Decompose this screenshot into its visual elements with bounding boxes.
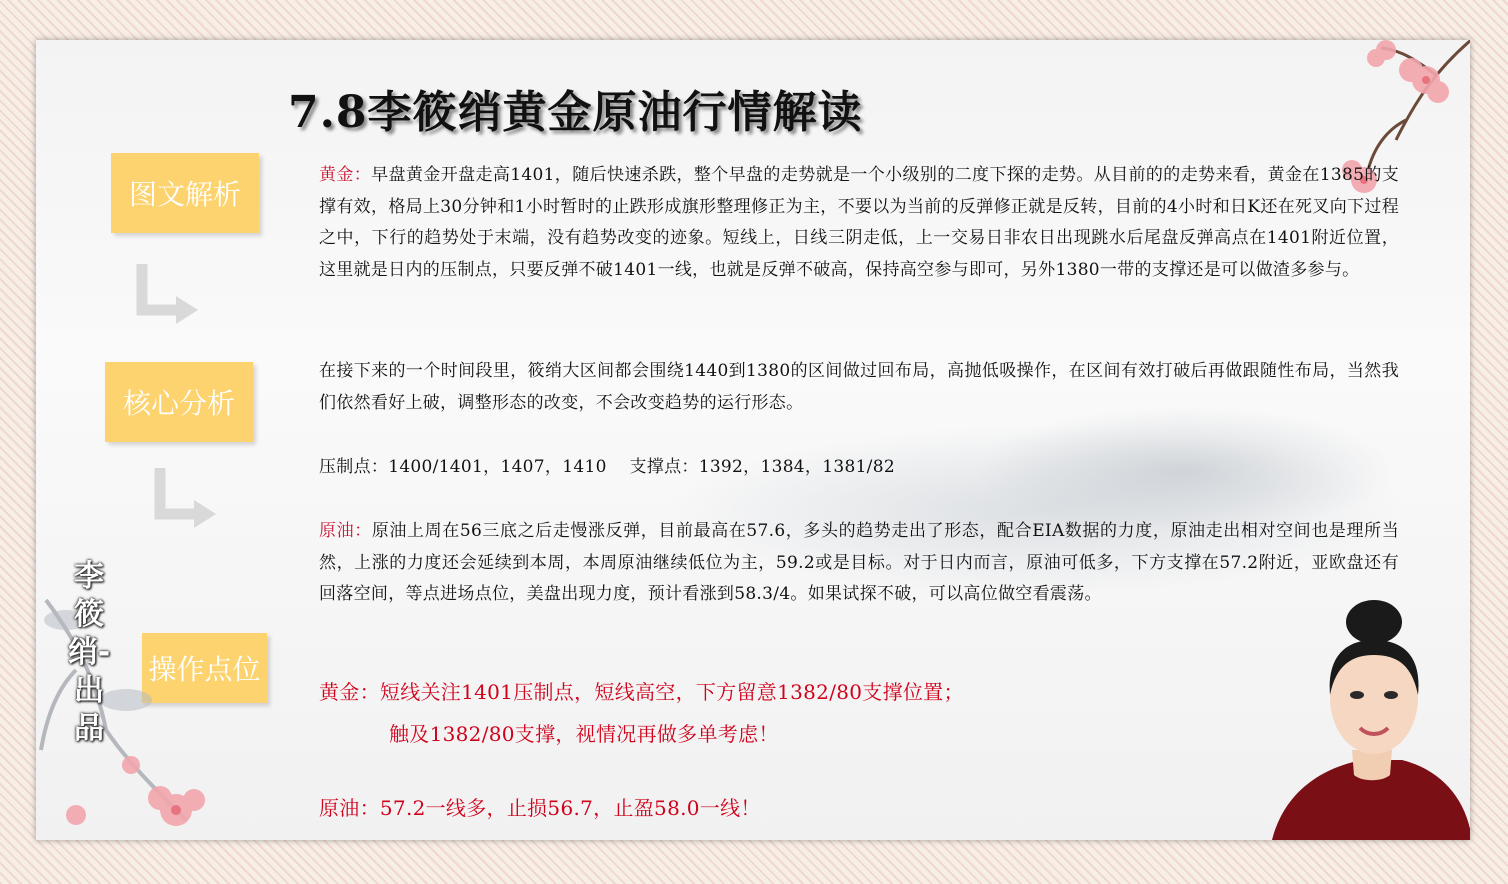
gold-analysis — [319, 160, 1399, 286]
key-levels: 压制点：1400/1401，1407，1410 支撑点：1392，1384，1381/82 — [319, 457, 895, 477]
corner-arrow-icon — [136, 264, 200, 328]
ops-oil-line: 原油：57.2一线多，止损56.7，止盈58.0一线！ — [319, 796, 761, 820]
oil-analysis — [319, 516, 1399, 611]
sidebar-item-chart-analysis[interactable]: 图文解析 — [111, 153, 259, 233]
oil-analysis-text: 原油上周在56三底之后走慢涨反弹，目前最高在57.6，多头的趋势走出了形态，配合EIA数据的力度，原油走出相对空间也是理所当然，上涨的力度还会延续到本周，本周原油继续低位为主，59.2或是目标。对于日内而言，原油可低多，下方支撑在57.2附近，亚欧盘还有回落空间，等点进场点位，美盘出现力度，预计看涨到58.3/4。如果试探不破，可以高位做空看震荡。 — [319, 521, 1399, 604]
corner-arrow-icon — [154, 468, 218, 532]
page-title: 7.8李筱绡黄金原油行情解读 — [288, 87, 863, 138]
sidebar-item-operation-points[interactable]: 操作点位 — [142, 633, 267, 703]
ops-gold-line-2: 触及1382/80支撑，视情况再做多单考虑！ — [389, 722, 779, 746]
sidebar-item-core-analysis[interactable]: 核心分析 — [105, 362, 253, 442]
range-strategy: 在接下来的一个时间段里，筱绡大区间都会围绕1440到1380的区间做过回布局，高抛低吸操作，在区间有效打破后再做跟随性布局，当然我们依然看好上破，调整形态的改变，不会改变趋势的运行形态。 — [319, 361, 1399, 413]
ops-gold-line-1: 黄金：短线关注1401压制点，短线高空，下方留意1382/80支撑位置； — [319, 680, 964, 704]
portrait-icon — [1272, 600, 1470, 840]
content-card — [36, 40, 1470, 840]
oil-label: 原油： — [319, 521, 372, 541]
gold-label: 黄金： — [319, 165, 372, 185]
author-signature: 李筱绡-出品 — [67, 559, 111, 746]
gold-analysis-text: 早盘黄金开盘走高1401，随后快速杀跌，整个早盘的走势就是一个小级别的二度下探的走势。从目前的的走势来看，黄金在1385的支撑有效，格局上30分钟和1小时暂时的止跌形成旗形整理修正为主，不要以为当前的反弹修正就是反转，目前的4小时和日K还在死叉向下过程之中，下行的趋势处于末端，没有趋势改变的迹象。短线上，日线三阴走低，上一交易日非农日出现跳水后尾盘反弹高点在1401附近位置，这里就是日内的压制点，只要反弹不破1401一线，也就是反弹不破高，保持高空参与即可，另外1380一带的支撑还是可以做渣多参与。 — [319, 165, 1400, 280]
